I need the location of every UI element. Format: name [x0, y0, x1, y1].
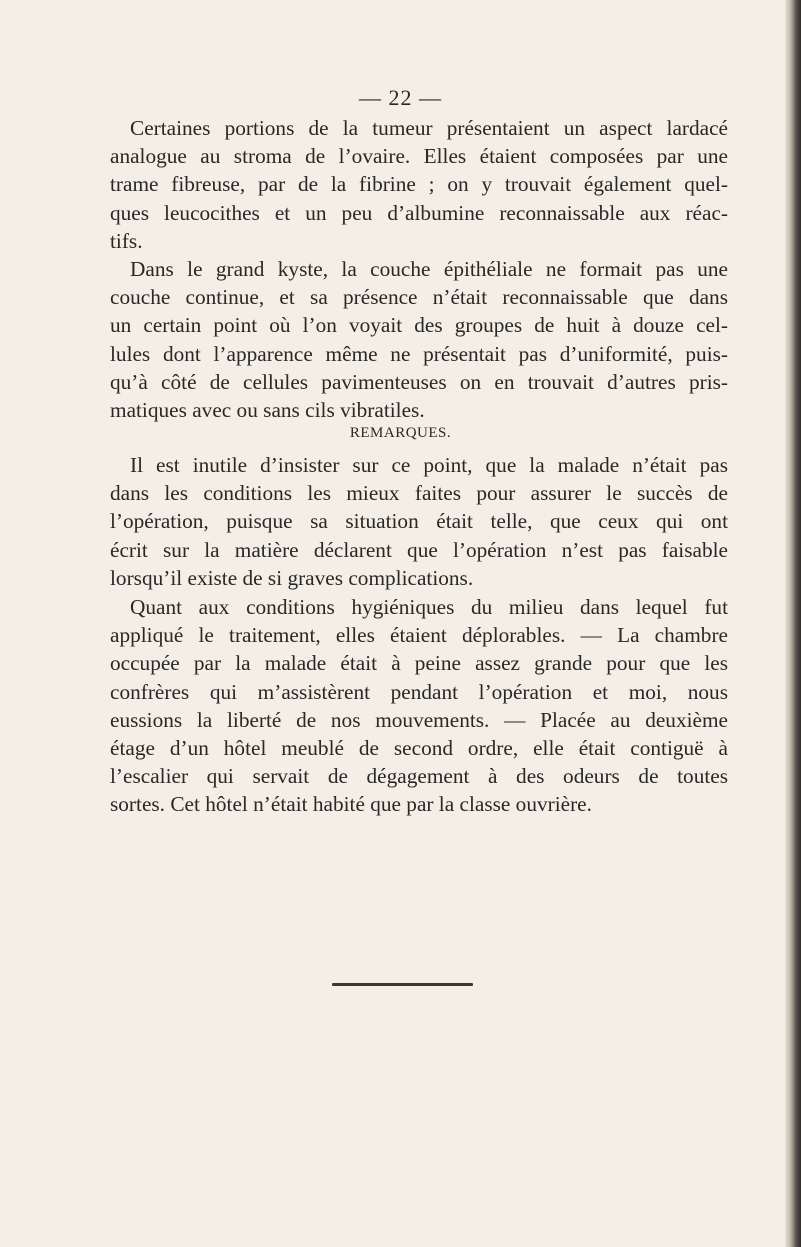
page-number: — 22 —: [359, 85, 442, 110]
text-line: occupée par la malade était à peine assez grande pour que les: [110, 651, 728, 676]
paragraph-4: [110, 593, 728, 819]
text-line: étage d’un hôtel meublé de second ordre, elle était contiguë à: [110, 736, 728, 761]
paragraph-1: [110, 114, 728, 255]
page-binding-edge: [785, 0, 801, 1247]
text-line: l’opération, puisque sa situation était telle, que ceux qui ont: [110, 509, 728, 534]
text-line: analogue au stroma de l’ovaire. Elles étaient composées par une: [110, 144, 728, 169]
text-line: Dans le grand kyste, la couche épithéliale ne formait pas une: [130, 257, 728, 281]
text-line: appliqué le traitement, elles étaient déplorables. — La chambre: [110, 623, 728, 648]
text-line: eussions la liberté de nos mouvements. — Placée au deuxième: [110, 707, 728, 732]
text-line: confrères qui m’assistèrent pendant l’opération et moi, nous: [110, 679, 728, 704]
text-line: lorsqu’il existe de si graves complications.: [110, 565, 474, 590]
text-line: couche continue, et sa présence n’était reconnaissable que dans: [110, 285, 728, 310]
section-heading: REMARQUES.: [349, 425, 452, 441]
text-line: dans les conditions les mieux faites pour assurer le succès de: [110, 481, 728, 506]
paragraph-2: [110, 255, 728, 424]
text-line: un certain point où l’on voyait des groupes de huit à douze cel-: [110, 313, 728, 338]
text-line: matiques avec ou sans cils vibratiles.: [110, 398, 425, 423]
text-line: qu’à côté de cellules pavimenteuses on en trouvait d’autres pris-: [110, 369, 728, 394]
text-line: Quant aux conditions hygiéniques du milieu dans lequel fut: [130, 595, 728, 619]
text-line: ques leucocithes et un peu d’albumine reconnaissable aux réac-: [110, 200, 728, 225]
paragraph-3: [110, 451, 728, 592]
text-line: l’escalier qui servait de dégagement à des odeurs de toutes: [110, 764, 728, 789]
text-line: tifs.: [110, 228, 143, 253]
text-line: lules dont l’apparence même ne présentait pas d’uniformité, puis-: [110, 341, 728, 366]
text-line: Il est inutile d’insister sur ce point, que la malade n’était pas: [130, 453, 728, 477]
text-line: trame fibreuse, par de la fibrine ; on y trouvait également quel-: [110, 172, 728, 197]
text-line: sortes. Cet hôtel n’était habité que par la classe ouvrière.: [110, 792, 592, 817]
end-rule: [332, 983, 473, 986]
text-line: Certaines portions de la tumeur présentaient un aspect lardacé: [130, 116, 728, 140]
text-line: écrit sur la matière déclarent que l’opération n’est pas faisable: [110, 537, 728, 562]
